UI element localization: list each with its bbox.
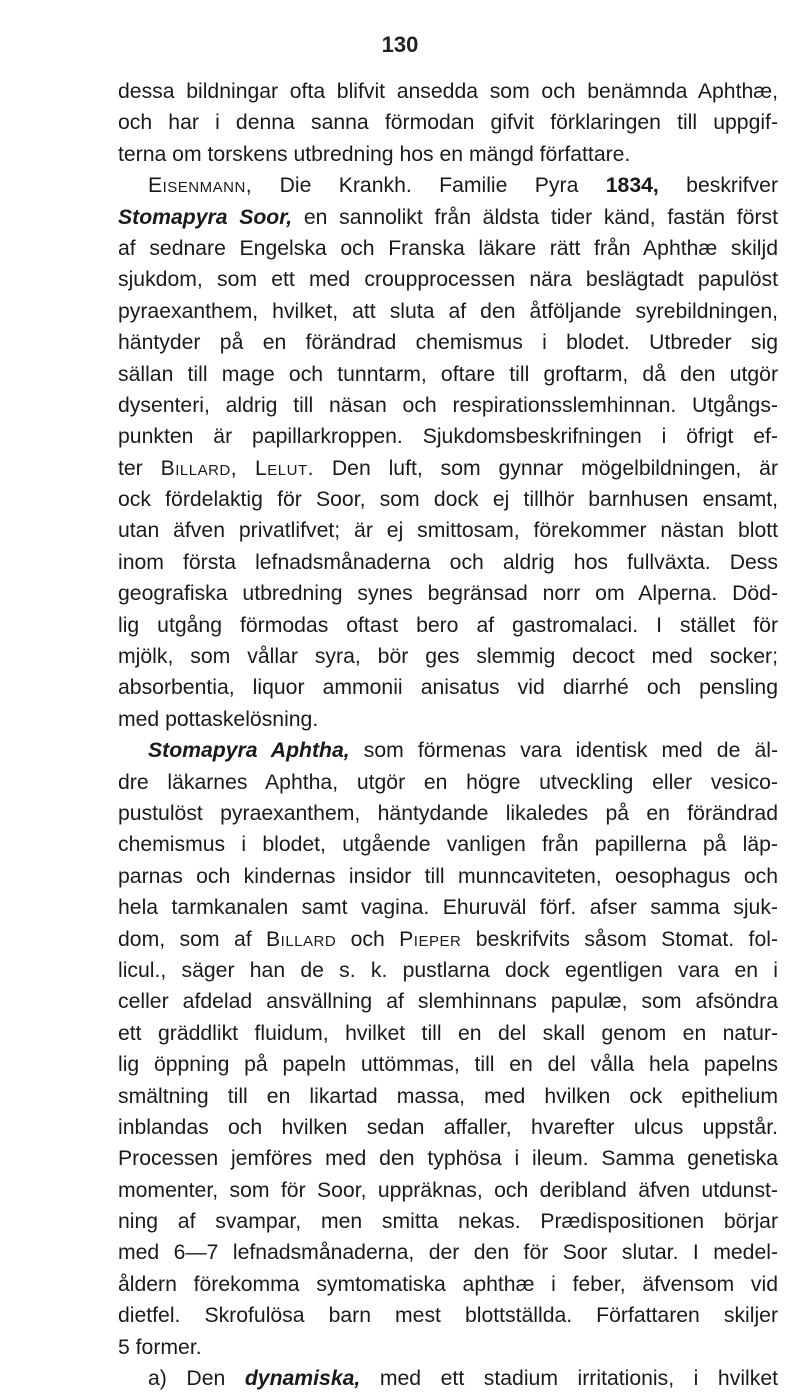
text-line: 5 former.	[118, 1335, 202, 1359]
text-line: Stomapyra Soor, en sannolikt från äldsta tider känd, fastän först	[118, 205, 778, 229]
text-line: pustulöst pyraexanthem, häntydande likaledes på en förändrad	[118, 801, 778, 825]
text-line: ning af svampar, men smitta nekas. Prædispositionen börjar	[118, 1210, 778, 1234]
text-line: med 6—7 lefnadsmånaderna, der den för Soor slutar. I medel-	[118, 1241, 778, 1265]
text-line: pyraexanthem, hvilket, att sluta af den åtföljande syrebildningen,	[118, 299, 778, 323]
text-line: ock fördelaktig för Soor, som dock ej tillhör barnhusen ensamt,	[118, 488, 778, 512]
text-line: dre läkarnes Aphtha, utgör en högre utveckling eller vesico-	[118, 770, 778, 794]
author-name: Pieper	[399, 927, 462, 951]
text-line: dessa bildningar ofta blifvit ansedda som och benämnda Aphthæ,	[118, 80, 778, 103]
page-number: 130	[381, 32, 419, 57]
form-name: dynamiska,	[244, 1367, 361, 1391]
text-line: mjölk, som vållar syra, bör ges slemmig decoct med socker;	[118, 645, 778, 669]
disease-name: Stomapyra Aphtha,	[148, 739, 350, 763]
author-name: Eisenmann,	[148, 174, 253, 198]
author-name: Billard	[266, 927, 337, 951]
text-line: momenter, som för Soor, uppräknas, och deribland äfven utdunst-	[118, 1178, 778, 1202]
disease-name: Stomapyra Soor,	[118, 205, 293, 229]
text-line: dysenteri, aldrig till näsan och respirationsslemhinnan. Utgångs-	[118, 393, 778, 417]
text-line: utan äfven privatlifvet; är ej smittosam, förekommer nästan blott	[118, 519, 778, 543]
text-line: Eisenmann, Die Krankh. Familie Pyra 1834, beskrifver	[148, 174, 778, 198]
text-line: terna om torskens utbredning hos en mängd författare.	[118, 142, 631, 166]
text-line: dietfel. Skrofulösa barn mest blottställda. Författaren skiljer	[118, 1304, 778, 1328]
text-line: häntyder på en förändrad chemismus i blodet. Utbreder sig	[118, 331, 778, 355]
text-line: ett gräddlikt fluidum, hvilket till en del skall genom en natur-	[118, 1021, 778, 1045]
text-line: ter Billard, Lelut. Den luft, som gynnar mögelbildningen, är	[118, 456, 779, 480]
text-line: inom första lefnadsmånaderna och aldrig hos fullväxta. Dess	[118, 550, 778, 574]
text-line: sjukdom, som ett med croupprocessen nära beslägtadt papulöst	[118, 268, 778, 292]
text-line: a) Den dynamiska, med ett stadium irritationis, i hvilket	[148, 1367, 778, 1391]
text-line: smältning till en likartad massa, med hvilken ock epithelium	[118, 1084, 778, 1108]
text-line: celler afdelad ansvällning af slemhinnans papulæ, som afsöndra	[118, 990, 778, 1014]
author-name: Lelut.	[255, 456, 315, 480]
text-line: och har i denna sanna förmodan gifvit förklaringen till uppgif-	[118, 111, 778, 135]
text-line: Processen jemföres med den typhösa i ileum. Samma genetiska	[118, 1147, 778, 1171]
text-line: Stomapyra Aphtha, som förmenas vara identisk med de äl-	[148, 739, 779, 763]
text-line: chemismus i blodet, utgående vanligen från papillerna på läp-	[118, 833, 778, 857]
text-line: hela tarmkanalen samt vagina. Ehuruväl förf. afser samma sjuk-	[118, 896, 778, 920]
text-line: parnas och kindernas insidor till munncaviteten, oesophagus och	[118, 864, 778, 888]
text-line: af sednare Engelska och Franska läkare rätt från Aphthæ skiljd	[118, 236, 778, 260]
text-line: lig utgång förmodas oftast bero af gastromalaci. I stället för	[118, 613, 778, 637]
text-line: dom, som af Billard och Pieper beskrifvits såsom Stomat. fol-	[118, 927, 778, 951]
text-line: åldern förekomma symtomatiska aphthæ i feber, äfvensom vid	[118, 1272, 778, 1296]
text-line: absorbentia, liquor ammonii anisatus vid diarrhé och pensling	[118, 676, 778, 700]
text-line: licul., säger han de s. k. pustlarna dock egentligen vara en i	[118, 958, 778, 982]
text-line: sällan till mage och tunntarm, oftare till groftarm, då den utgör	[118, 362, 778, 386]
body-text	[118, 76, 778, 1394]
text-line: lig öppning på papeln uttömmas, till en del vålla hela papelns	[118, 1053, 778, 1077]
text-line: geografiska utbredning synes begränsad norr om Alperna. Död-	[118, 582, 778, 606]
text-line: med pottaskelösning.	[118, 707, 319, 731]
text-line: inblandas och hvilken sedan affaller, hvarefter ulcus uppstår.	[118, 1115, 778, 1139]
text-line: punkten är papillarkroppen. Sjukdomsbeskrifningen i öfrigt ef-	[118, 425, 778, 449]
author-name: Billard,	[160, 456, 238, 480]
